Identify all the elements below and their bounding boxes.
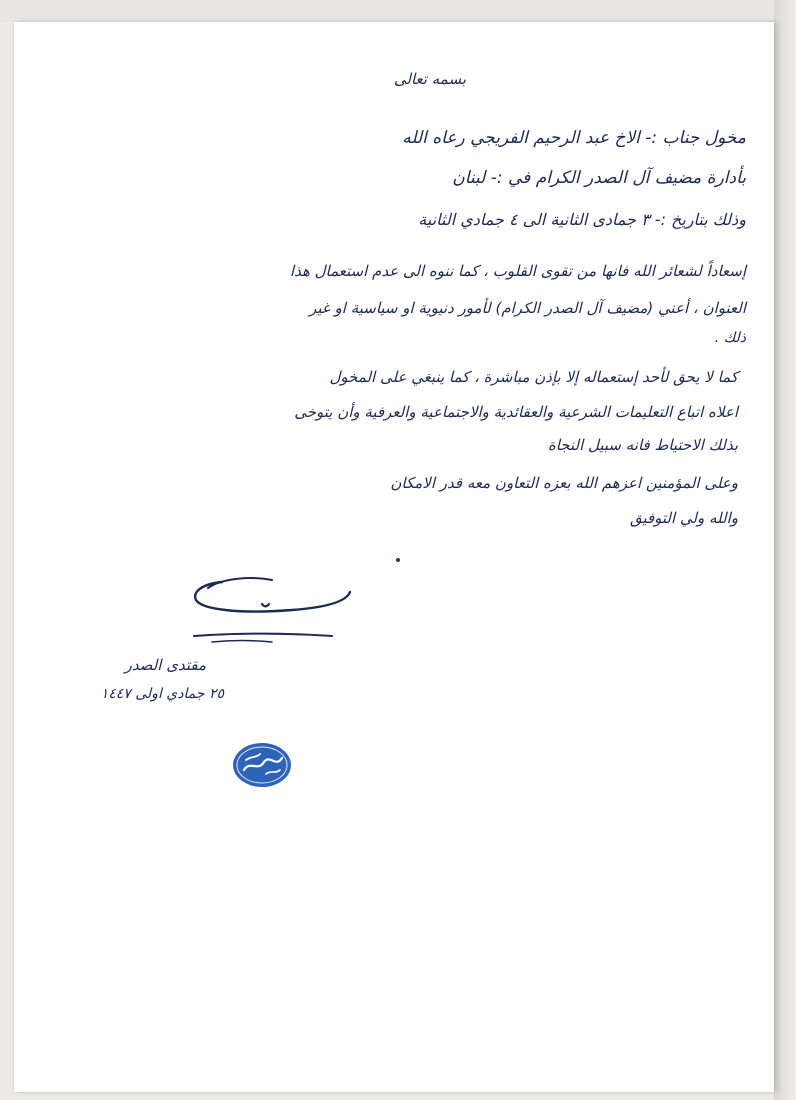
scan-frame-right xyxy=(774,0,796,1100)
letter-line-11: والله ولي التوفيق xyxy=(629,509,738,527)
letter-line-5: العنوان ، أعني (مضيف آل الصدر الكرام) لأمور دنيوية او سياسية او غير xyxy=(309,299,746,317)
official-seal xyxy=(232,742,292,788)
seal-icon xyxy=(232,742,292,788)
signature-scribble xyxy=(182,574,372,674)
letter-line-3: وذلك بتاريخ :- ٣ جمادى الثانية الى ٤ جمادي الثانية xyxy=(418,210,746,229)
letter-line-10: وعلى المؤمنين اعزهم الله بعزه التعاون معه قدر الامكان xyxy=(390,474,738,492)
letter-heading: بسمه تعالى xyxy=(393,70,466,88)
letter-line-9: بذلك الاحتياط فانه سبيل النجاة xyxy=(547,436,738,454)
letter-line-4: إسعاداً لشعائر الله فانها من تقوى القلوب ، كما ننوه الى عدم استعمال هذا xyxy=(289,262,746,280)
letter-line-1: مخول جناب :- الاخ عبد الرحيم الفريجي رعاه الله xyxy=(402,128,746,148)
scan-frame-top xyxy=(0,0,796,22)
letter-line-2: بأدارة مضيف آل الصدر الكرام في :- لبنان xyxy=(452,168,746,188)
letter-line-7: كما لا يحق لأحد إستعماله إلا بإذن مباشرة ، كما ينبغي على المخول xyxy=(329,368,738,386)
ink-dot xyxy=(396,558,400,562)
letter-line-8: اعلاه اتباع التعليمات الشرعية والعقائدية والاجتماعية والعرفية وأن يتوخى xyxy=(294,403,738,421)
letter-page xyxy=(14,22,774,1092)
letter-line-6: ذلك . xyxy=(714,330,746,346)
signature-date: ٢٥ جمادي اولى ١٤٤٧ xyxy=(100,686,224,702)
signature-name: مقتدى الصدر xyxy=(124,656,206,674)
